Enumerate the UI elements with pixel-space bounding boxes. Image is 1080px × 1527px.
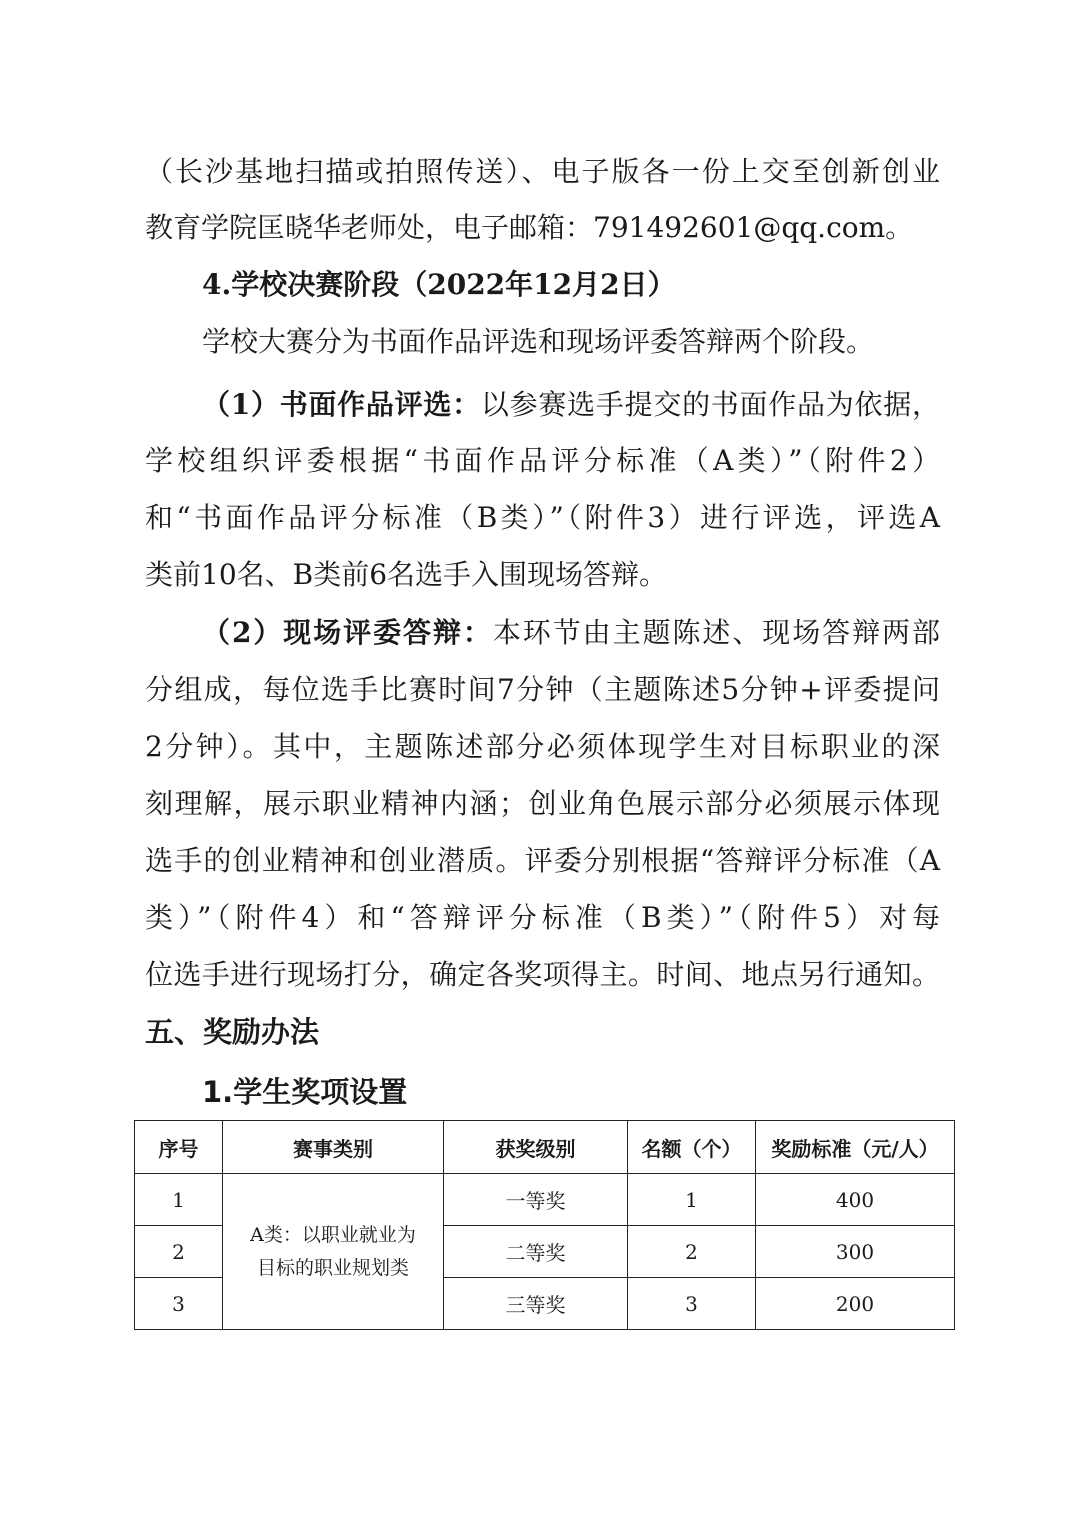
cell-quota: 3 (628, 1278, 756, 1330)
heading-school-final: 4.学校决赛阶段（2022年12月2日） (202, 268, 676, 301)
header-no: 序号 (135, 1121, 223, 1174)
paragraph-line: 选手的创业精神和创业潜质。评委分别根据“答辩评分标准（A (145, 844, 940, 877)
lead-written-review: （1）书面作品评选： (202, 388, 481, 421)
cell-no: 3 (135, 1278, 223, 1330)
cell-amount: 400 (756, 1174, 955, 1226)
cell-quota: 2 (628, 1226, 756, 1278)
paragraph-line: 类前10名、B类前6名选手入围现场答辩。 (145, 558, 668, 591)
table-header-row (135, 1121, 955, 1174)
category-line: 目标的职业规划类 (256, 1256, 409, 1279)
cell-no: 2 (135, 1226, 223, 1278)
awards-table (134, 1120, 955, 1330)
category-line: A类：以职业就业为 (250, 1223, 416, 1246)
paragraph-line: 分组成，每位选手比赛时间7分钟（主题陈述5分钟+评委提问 (145, 673, 940, 706)
paragraph-text: 本环节由主题陈述、现场答辩两部 (492, 616, 940, 649)
subheading-student-awards: 1.学生奖项设置 (202, 1075, 408, 1109)
paragraph-line: 和“书面作品评分标准（B类）”（附件3）进行评选，评选A (145, 501, 940, 534)
table-row (135, 1174, 955, 1226)
paragraph-line: （长沙基地扫描或拍照传送）、电子版各一份上交至创新创业 (145, 155, 940, 188)
cell-level: 二等奖 (444, 1226, 628, 1278)
paragraph-line (202, 613, 940, 653)
cell-no: 1 (135, 1174, 223, 1226)
paragraph-line: 2分钟）。其中，主题陈述部分必须体现学生对目标职业的深 (145, 730, 940, 763)
paragraph-text: 以参赛选手提交的书面作品为依据， (480, 388, 940, 421)
cell-level: 一等奖 (444, 1174, 628, 1226)
cell-amount: 300 (756, 1226, 955, 1278)
paragraph-line: 学校组织评委根据“书面作品评分标准（A类）”（附件2） (145, 444, 940, 477)
header-quota: 名额（个） (628, 1121, 756, 1174)
paragraph-line: 教育学院匡晓华老师处，电子邮箱：791492601@qq.com。 (145, 211, 914, 244)
cell-quota: 1 (628, 1174, 756, 1226)
cell-level: 三等奖 (444, 1278, 628, 1330)
paragraph-line: 位选手进行现场打分，确定各奖项得主。时间、地点另行通知。 (145, 958, 940, 991)
paragraph-line: 类）”（附件4）和“答辩评分标准（B类）”（附件5）对每 (145, 901, 940, 934)
cell-category (223, 1174, 444, 1330)
paragraph-line: 刻理解，展示职业精神内涵；创业角色展示部分必须展示体现 (145, 787, 940, 820)
section-heading-awards: 五、奖励办法 (145, 1015, 320, 1049)
header-level: 获奖级别 (444, 1121, 628, 1174)
paragraph-line (202, 385, 940, 425)
cell-amount: 200 (756, 1278, 955, 1330)
header-category: 赛事类别 (223, 1121, 444, 1174)
header-amount: 奖励标准（元/人） (756, 1121, 955, 1174)
paragraph-line: 学校大赛分为书面作品评选和现场评委答辩两个阶段。 (202, 325, 875, 358)
lead-onsite-defense: （2）现场评委答辩： (202, 616, 493, 649)
